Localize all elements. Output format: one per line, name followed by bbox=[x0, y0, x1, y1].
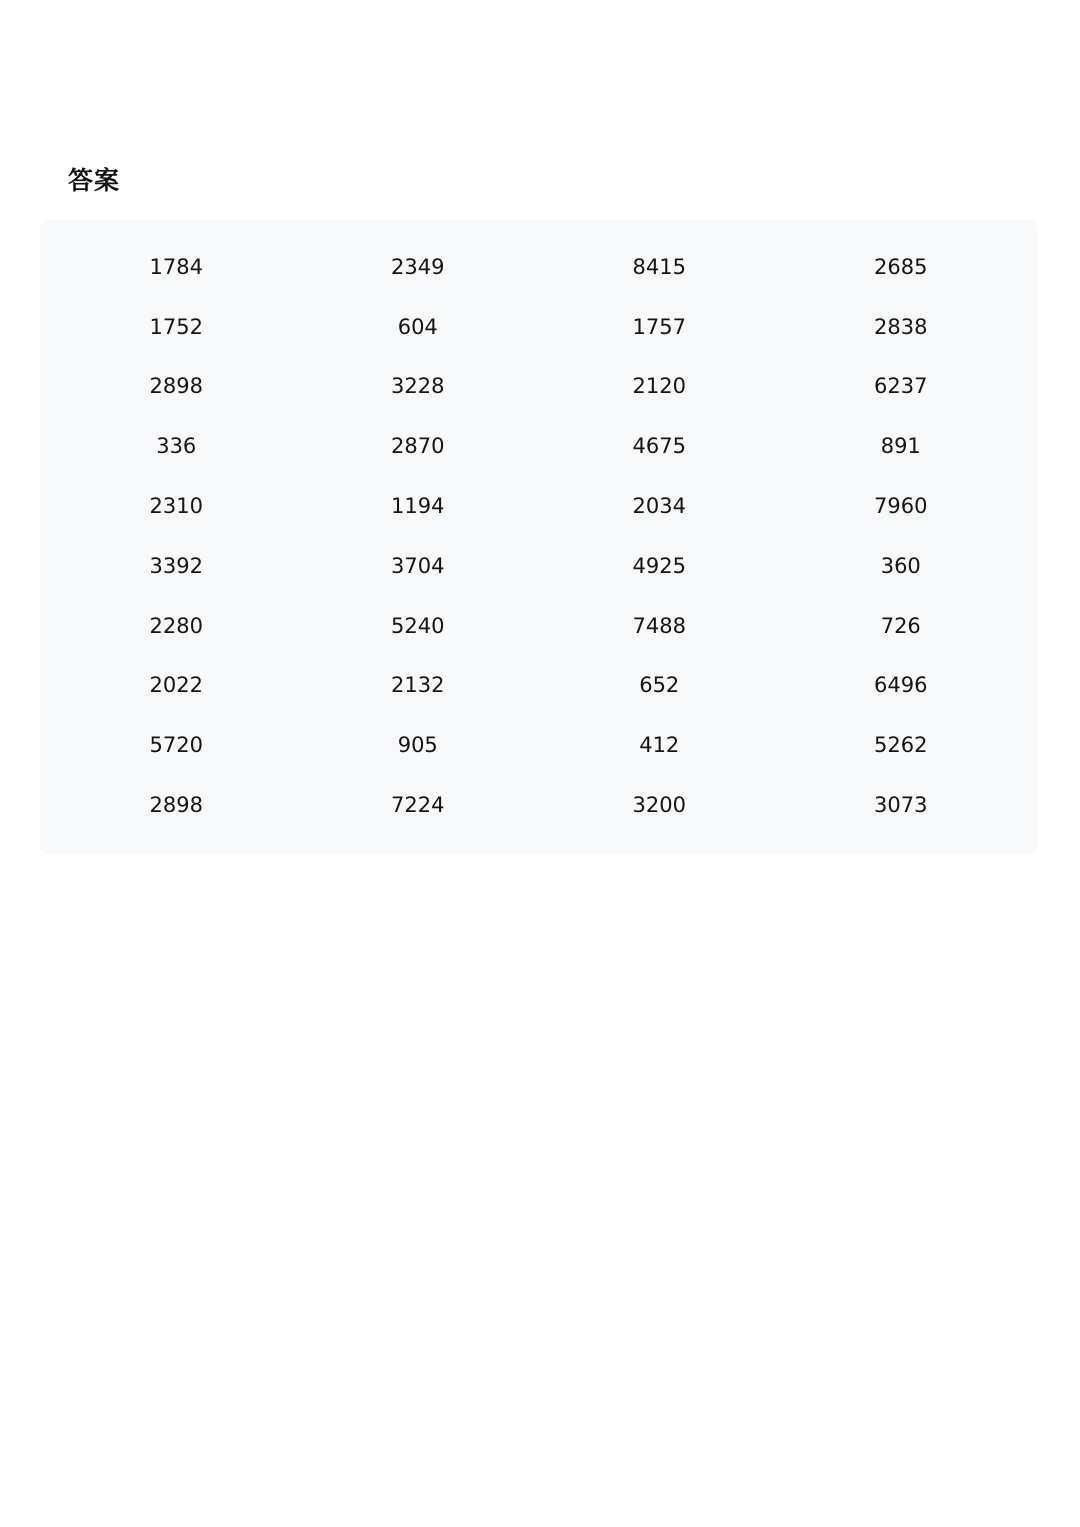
answer-cell: 4675 bbox=[632, 434, 686, 459]
answer-row bbox=[40, 775, 1038, 835]
answer-cell: 2132 bbox=[391, 673, 445, 698]
answer-row bbox=[40, 476, 1038, 536]
answer-cell: 3200 bbox=[632, 793, 686, 818]
answer-cell: 7960 bbox=[874, 494, 928, 519]
answer-cell: 2280 bbox=[149, 613, 203, 638]
answer-cell: 2838 bbox=[874, 314, 928, 339]
answer-cell: 3704 bbox=[391, 553, 445, 578]
answer-cell: 2034 bbox=[632, 494, 686, 519]
answer-cell: 2349 bbox=[391, 254, 445, 279]
answer-cell: 2898 bbox=[149, 793, 203, 818]
answer-row bbox=[40, 536, 1038, 596]
answer-cell: 2870 bbox=[391, 434, 445, 459]
answer-cell: 905 bbox=[397, 733, 438, 758]
answer-row bbox=[40, 715, 1038, 775]
answer-cell: 412 bbox=[639, 733, 680, 758]
answer-row bbox=[40, 357, 1038, 417]
answer-cell: 7224 bbox=[391, 793, 445, 818]
answer-cell: 1752 bbox=[149, 314, 203, 339]
answer-cell: 6496 bbox=[874, 673, 928, 698]
answer-row bbox=[40, 416, 1038, 476]
answer-cell: 2120 bbox=[632, 374, 686, 399]
answer-cell: 726 bbox=[880, 613, 921, 638]
answer-cell: 4925 bbox=[632, 553, 686, 578]
answer-cell: 2898 bbox=[149, 374, 203, 399]
answer-cell: 6237 bbox=[874, 374, 928, 399]
answer-cell: 7488 bbox=[632, 613, 686, 638]
answer-cell: 604 bbox=[397, 314, 438, 339]
answer-cell: 3228 bbox=[391, 374, 445, 399]
answer-cell: 2310 bbox=[149, 494, 203, 519]
answer-cell: 1757 bbox=[632, 314, 686, 339]
answer-cell: 2022 bbox=[149, 673, 203, 698]
answer-cell: 1784 bbox=[149, 254, 203, 279]
answer-row bbox=[40, 596, 1038, 656]
answer-row bbox=[40, 656, 1038, 716]
answer-cell: 360 bbox=[880, 553, 921, 578]
answer-cell: 3392 bbox=[149, 553, 203, 578]
answer-cell: 5240 bbox=[391, 613, 445, 638]
answer-cell: 2685 bbox=[874, 254, 928, 279]
answer-cell: 8415 bbox=[632, 254, 686, 279]
page-title: 答案 bbox=[68, 166, 121, 195]
answer-cell: 652 bbox=[639, 673, 680, 698]
answer-cell: 3073 bbox=[874, 793, 928, 818]
answer-row bbox=[40, 237, 1038, 297]
answer-cell: 1194 bbox=[391, 494, 445, 519]
answer-cell: 5262 bbox=[874, 733, 928, 758]
answer-row bbox=[40, 297, 1038, 357]
answer-cell: 336 bbox=[156, 434, 197, 459]
answer-cell: 5720 bbox=[149, 733, 203, 758]
answer-panel bbox=[40, 220, 1038, 854]
answer-cell: 891 bbox=[880, 434, 921, 459]
